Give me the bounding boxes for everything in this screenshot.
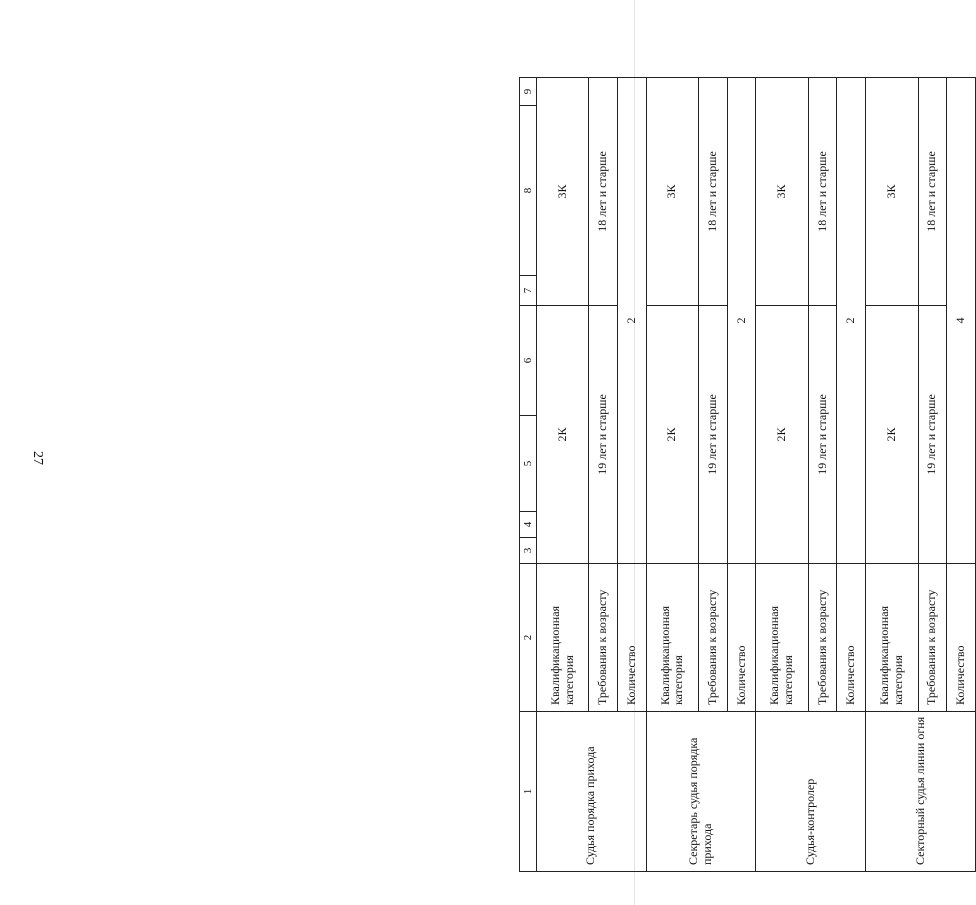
age-value-a: 19 лет и старше xyxy=(918,306,947,564)
header-row xyxy=(520,78,537,872)
age-value-b: 18 лет и старше xyxy=(918,78,947,306)
header-cell: 7 xyxy=(520,276,537,306)
qualification-label: Квалификационная категория xyxy=(537,564,589,712)
age-label: Требования к возрасту xyxy=(589,564,618,712)
age-value-b: 18 лет и старше xyxy=(699,78,728,306)
header-cell: 2 xyxy=(520,564,537,712)
header-cell: 4 xyxy=(520,512,537,538)
qualification-label: Квалификационная категория xyxy=(646,564,698,712)
age-value-b: 18 лет и старше xyxy=(808,78,837,306)
count-value: 2 xyxy=(618,78,647,564)
header-cell: 6 xyxy=(520,306,537,416)
role-cell: Секретарь судья порядка прихода xyxy=(646,712,756,872)
header-cell: 8 xyxy=(520,106,537,276)
qualification-value-a: 2К xyxy=(646,306,698,564)
qualification-value-b: 3К xyxy=(646,78,698,306)
qualification-row xyxy=(866,78,918,872)
age-value-a: 19 лет и старше xyxy=(808,306,837,564)
count-value: 4 xyxy=(947,78,976,564)
count-value: 2 xyxy=(837,78,866,564)
table-region xyxy=(62,78,968,872)
qualification-value-b: 3К xyxy=(537,78,589,306)
header-cell: 1 xyxy=(520,712,537,872)
page-number: 27 xyxy=(30,451,45,465)
rotated-table-container xyxy=(519,78,976,872)
age-value-b: 18 лет и старше xyxy=(589,78,618,306)
count-label: Количество xyxy=(618,564,647,712)
age-label: Требования к возрасту xyxy=(699,564,728,712)
role-cell: Судья порядка прихода xyxy=(537,712,647,872)
header-cell: 3 xyxy=(520,538,537,564)
qualification-label: Квалификационная категория xyxy=(756,564,808,712)
qualification-label: Квалификационная категория xyxy=(866,564,918,712)
qualification-value-a: 2К xyxy=(537,306,589,564)
header-cell: 9 xyxy=(520,78,537,106)
qualification-value-b: 3К xyxy=(756,78,808,306)
role-cell: Секторный судья линии огня xyxy=(866,712,976,872)
qualification-value-b: 3К xyxy=(866,78,918,306)
qualification-value-a: 2К xyxy=(866,306,918,564)
qualification-row xyxy=(646,78,698,872)
age-value-a: 19 лет и старше xyxy=(589,306,618,564)
referee-requirements-table xyxy=(519,77,976,872)
count-label: Количество xyxy=(727,564,756,712)
count-value: 2 xyxy=(727,78,756,564)
header-cell: 5 xyxy=(520,416,537,512)
count-label: Количество xyxy=(837,564,866,712)
qualification-value-a: 2К xyxy=(756,306,808,564)
qualification-row xyxy=(756,78,808,872)
age-label: Требования к возрасту xyxy=(918,564,947,712)
count-label: Количество xyxy=(947,564,976,712)
age-value-a: 19 лет и старше xyxy=(699,306,728,564)
role-cell: Судья-контролер xyxy=(756,712,866,872)
qualification-row xyxy=(537,78,589,872)
age-label: Требования к возрасту xyxy=(808,564,837,712)
